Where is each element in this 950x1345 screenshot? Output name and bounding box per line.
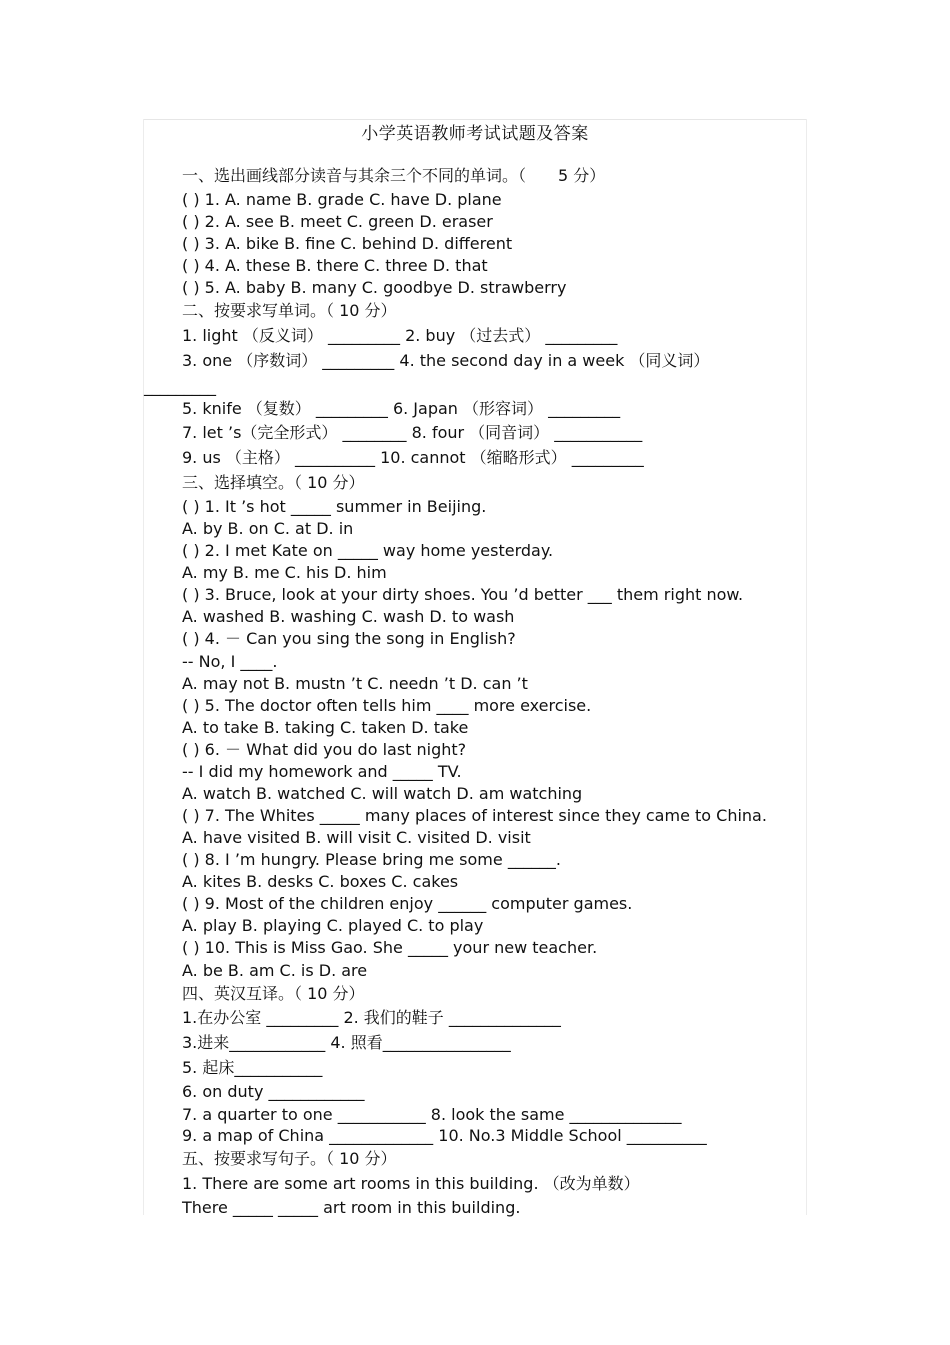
section1-item: ( ) 5. A. baby B. many C. goodbye D. strawberry xyxy=(182,278,567,297)
section3-line: ( ) 4. － Can you sing the song in English? xyxy=(182,629,516,648)
section3-line: ( ) 10. This is Miss Gao. She _____ your new teacher. xyxy=(182,938,598,957)
section2-line: _________ xyxy=(144,377,216,396)
section3-line: A. kites B. desks C. boxes C. cakes xyxy=(182,872,459,891)
section3-line: A. watch B. watched C. will watch D. am watching xyxy=(182,784,583,803)
section4-line: 1.在办公室 _________ 2. 我们的鞋子 ______________ xyxy=(182,1008,561,1027)
section3-line: ( ) 6. － What did you do last night? xyxy=(182,740,467,759)
section4-line: 9. a map of China _____________ 10. No.3 Middle School __________ xyxy=(182,1126,707,1145)
section2-line: 3. one （序数词） _________ 4. the second day in a week （同义词） xyxy=(182,351,710,370)
section1-item: ( ) 1. A. name B. grade C. have D. plane xyxy=(182,190,502,209)
section2-line: 1. light （反义词） _________ 2. buy （过去式） _________ xyxy=(182,326,618,345)
document-title: 小学英语教师考试试题及答案 xyxy=(361,124,589,144)
section1-item: ( ) 4. A. these B. there C. three D. that xyxy=(182,256,488,275)
section5-line: There _____ _____ art room in this building. xyxy=(182,1198,521,1217)
section4-heading: 四、英汉互译。（ 10 分） xyxy=(182,984,365,1003)
section3-line: A. have visited B. will visit C. visited D. visit xyxy=(182,828,531,847)
section3-heading: 三、选择填空。（ 10 分） xyxy=(182,473,365,492)
section3-line: -- I did my homework and _____ TV. xyxy=(182,762,462,781)
section4-line: 3.进来____________ 4. 照看________________ xyxy=(182,1033,511,1052)
section4-line: 6. on duty ____________ xyxy=(182,1082,365,1101)
section3-line: A. be B. am C. is D. are xyxy=(182,961,368,980)
page-frame-left xyxy=(143,119,144,1215)
section3-line: A. by B. on C. at D. in xyxy=(182,519,354,538)
section2-line: 5. knife （复数） _________ 6. Japan （形容词） _________ xyxy=(182,399,621,418)
section3-line: ( ) 2. I met Kate on _____ way home yesterday. xyxy=(182,541,554,560)
section3-line: -- No, I ____. xyxy=(182,652,278,671)
section3-line: ( ) 7. The Whites _____ many places of interest since they came to China. xyxy=(182,806,767,825)
page-frame-right xyxy=(806,119,807,1215)
section5-line: 1. There are some art rooms in this building. （改为单数） xyxy=(182,1174,640,1193)
section1-item: ( ) 2. A. see B. meet C. green D. eraser xyxy=(182,212,493,231)
section2-heading: 二、按要求写单词。（ 10 分） xyxy=(182,301,397,320)
section1-heading: 一、选出画线部分读音与其余三个不同的单词。（ 5 分） xyxy=(182,166,606,185)
section3-line: ( ) 8. I ’m hungry. Please bring me some ______. xyxy=(182,850,561,869)
section3-line: ( ) 3. Bruce, look at your dirty shoes. You ’d better ___ them right now. xyxy=(182,585,744,604)
section3-line: A. may not B. mustn ’t C. needn ’t D. can ’t xyxy=(182,674,528,693)
section5-heading: 五、按要求写句子。（ 10 分） xyxy=(182,1149,397,1168)
section2-line: 9. us （主格） __________ 10. cannot （缩略形式） _________ xyxy=(182,448,644,467)
section1-item: ( ) 3. A. bike B. fine C. behind D. different xyxy=(182,234,513,253)
section3-line: A. to take B. taking C. taken D. take xyxy=(182,718,469,737)
section4-line: 7. a quarter to one ___________ 8. look the same ______________ xyxy=(182,1105,682,1124)
section3-line: ( ) 9. Most of the children enjoy ______ computer games. xyxy=(182,894,633,913)
section3-line: A. play B. playing C. played C. to play xyxy=(182,916,484,935)
section3-line: ( ) 5. The doctor often tells him ____ more exercise. xyxy=(182,696,592,715)
section2-line: 7. let ’s（完全形式） ________ 8. four （同音词） ___________ xyxy=(182,423,643,442)
section3-line: ( ) 1. It ’s hot _____ summer in Beijing. xyxy=(182,497,487,516)
section4-line: 5. 起床___________ xyxy=(182,1058,323,1077)
section3-line: A. washed B. washing C. wash D. to wash xyxy=(182,607,515,626)
section3-line: A. my B. me C. his D. him xyxy=(182,563,387,582)
